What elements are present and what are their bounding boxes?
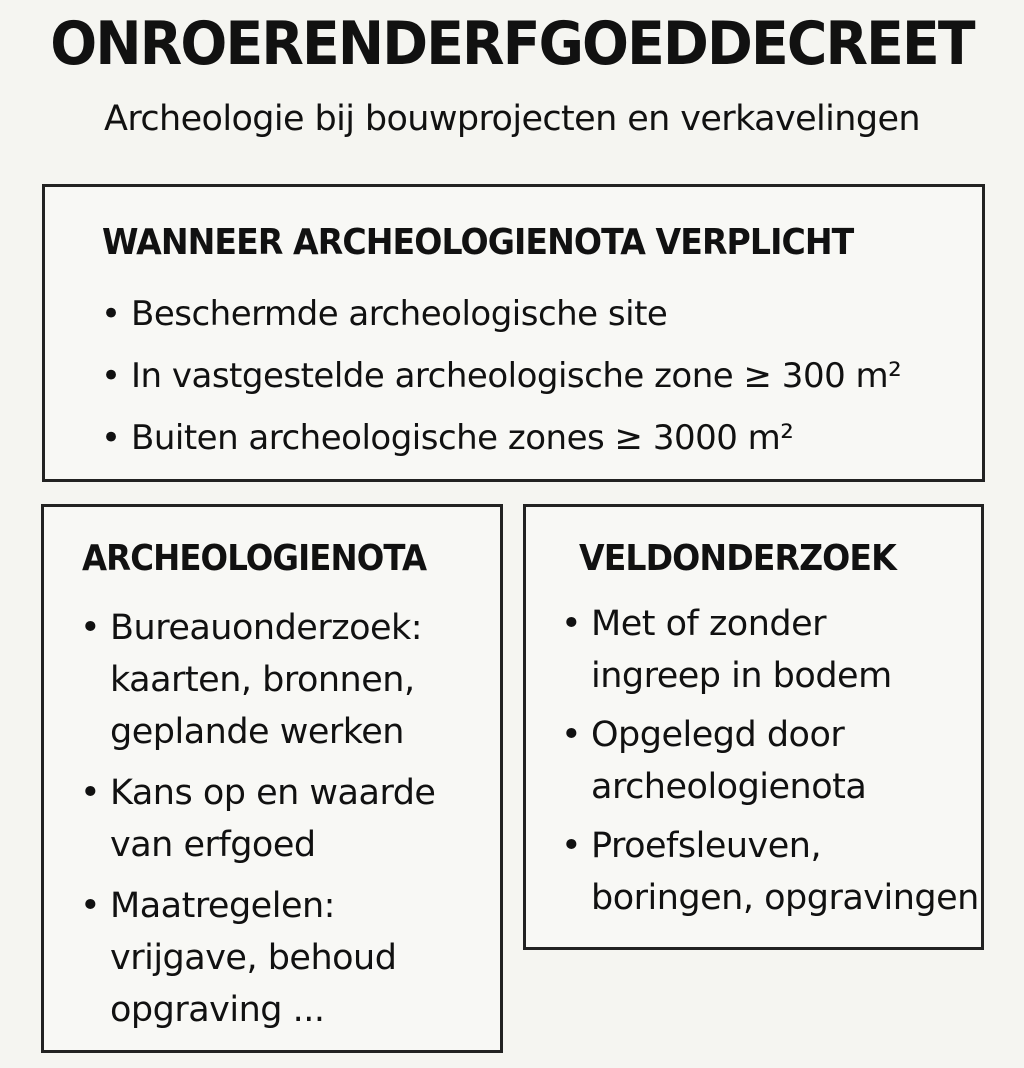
list-item [80,767,500,871]
list-item [101,407,971,469]
list-item-line: opgraving ... [110,990,325,1030]
list-item-line: Maatregelen: [110,886,335,926]
bullet-icon: • [101,356,121,396]
list-item-line: van erfgoed [110,825,316,865]
bullet-icon: • [80,886,101,926]
archeologienota-box [41,504,503,1053]
bullet-icon: • [80,773,101,813]
page-subtitle: Archeologie bij bouwprojecten en verkavelingen [103,99,920,139]
bullet-icon: • [561,604,582,644]
bullet-icon: • [561,715,582,755]
list-item-line: ingreep in bodem [591,656,892,696]
list-item [101,345,971,407]
list-item [101,283,971,345]
list-item-line: boringen, opgravingen [591,878,979,918]
verplicht-box [42,184,985,482]
veldonderzoek-list [561,598,981,931]
list-item-line: Opgelegd door [591,715,845,755]
archeologienota-heading: ARCHEOLOGIENOTA [82,538,427,579]
list-item-line: geplande werken [110,712,404,752]
list-item-line: Kans op en waarde [110,773,436,813]
list-item-line: vrijgave, behoud [110,938,397,978]
veldonderzoek-box [523,504,984,950]
list-item-text: Beschermde archeologische site [131,294,668,334]
list-item [561,820,981,924]
list-item-line: archeologienota [591,767,867,807]
verplicht-list [101,283,971,469]
list-item [80,602,500,758]
page-title: ONROERENDERFGOEDDECREET [50,9,974,79]
list-item-text: In vastgestelde archeologische zone ≥ 300 m² [131,356,902,396]
list-item-line: Met of zonder [591,604,827,644]
list-item-text: Buiten archeologische zones ≥ 3000 m² [131,418,794,458]
verplicht-heading: WANNEER ARCHEOLOGIENOTA VERPLICHT [102,222,854,263]
bullet-icon: • [80,608,101,648]
list-item-line: kaarten, bronnen, [110,660,415,700]
list-item-line: Proefsleuven, [591,826,822,866]
veldonderzoek-heading: VELDONDERZOEK [579,538,896,579]
list-item-line: Bureauonderzoek: [110,608,423,648]
bullet-icon: • [561,826,582,866]
bullet-icon: • [101,294,121,334]
bullet-icon: • [101,418,121,458]
list-item [561,598,981,702]
list-item [80,880,500,1036]
list-item [561,709,981,813]
archeologienota-list [80,602,500,1045]
